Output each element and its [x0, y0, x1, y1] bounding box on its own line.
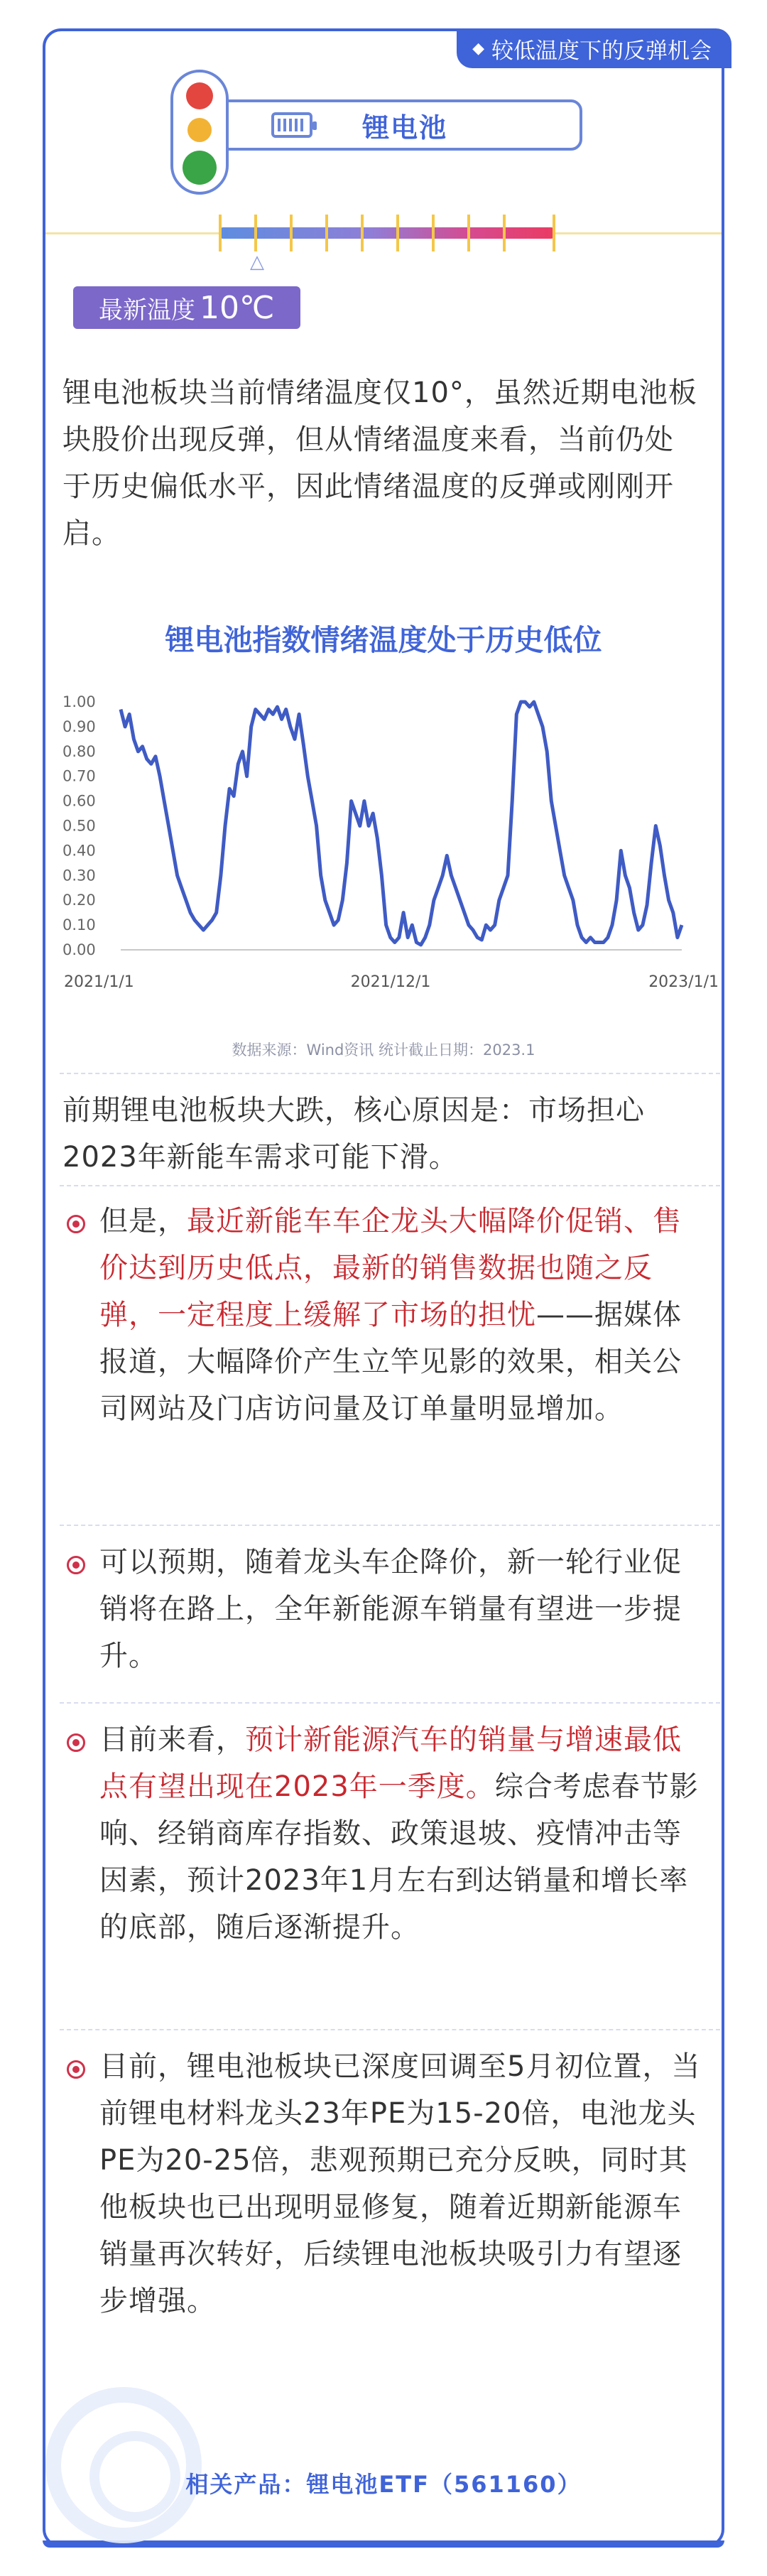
- diamond-icon: ◆: [472, 39, 484, 58]
- y-tick-label: 0.60: [62, 792, 96, 810]
- y-tick-label: 0.80: [62, 742, 96, 760]
- bullet-3-text: 目前来看，: [99, 1723, 245, 1756]
- topic-badge-text: 较低温度下的反弹机会: [491, 38, 712, 64]
- scale-tick: [396, 215, 399, 251]
- bullet-1-detail: ——据媒体报道，大幅降价产生立竿见影的效果，相关公司网站及门店访问量及订单量明显增加。: [99, 1299, 682, 1425]
- scale-tick: [553, 215, 555, 251]
- chart-source: 数据来源：Wind资讯 统计截止日期：2023.1: [232, 1041, 535, 1059]
- bullet-1-highlight: 最近新能车车企龙头大幅降价促销、售价达到历史低点，最新的销售数据也随之反弹，一定程度上缓解了市场的担忧: [99, 1205, 682, 1331]
- divider: [60, 1185, 720, 1186]
- y-tick-label: 0.00: [62, 941, 96, 958]
- x-tick-label: 2021/1/1: [64, 973, 134, 991]
- y-tick-label: 0.30: [62, 867, 96, 884]
- green-light: [183, 151, 217, 185]
- bullet-1-text: 但是，: [99, 1205, 187, 1238]
- scale-tick: [290, 215, 293, 251]
- bullet-2-text: 可以预期，随着龙头车企降价，新一轮行业促销将在路上，全年新能源车销量有望进一步提升。: [99, 1546, 682, 1672]
- cause-paragraph: 前期锂电池板块大跌，核心原因是：市场担心2023年新能车需求可能下滑。: [62, 1094, 645, 1174]
- bullet-item-4: [99, 2043, 703, 2325]
- latest-temperature-label: [73, 286, 300, 329]
- scale-tick: [325, 215, 328, 251]
- watermark-logo-icon: [45, 2387, 202, 2543]
- bullet-4-text: 目前，锂电池板块已深度回调至5月初位置，当前锂电材料龙头23年PE为15-20倍，电池龙头PE为20-25倍，悲观预期已充分反映，同时其他板块也已出现明显修复，随着近期新能源车销量再次转好，后续锂电池板块吸引力有望逐步增强。: [99, 2050, 701, 2317]
- divider: [60, 1525, 720, 1526]
- sentiment-series-line: [121, 702, 682, 945]
- scale-tick: [219, 215, 222, 251]
- topic-badge: [457, 28, 731, 68]
- red-light: [186, 82, 213, 109]
- y-tick-label: 0.90: [62, 718, 96, 735]
- bullet-dot-icon: [67, 1215, 85, 1233]
- x-tick-label: 2021/12/1: [350, 973, 431, 991]
- x-tick-label: 2023/1/1: [648, 973, 719, 991]
- divider: [60, 2029, 720, 2030]
- bullet-item-1: [99, 1198, 703, 1432]
- divider: [60, 1073, 720, 1074]
- bullet-item-2: [99, 1539, 703, 1679]
- y-tick-label: 0.20: [62, 892, 96, 909]
- related-product: 相关产品：锂电池ETF（561160）: [185, 2471, 582, 2498]
- scale-tick: [432, 215, 435, 251]
- divider: [60, 1702, 720, 1704]
- bullet-item-3: [99, 1716, 703, 1951]
- temperature-pointer-icon: △: [250, 251, 264, 273]
- scale-tick: [503, 215, 506, 251]
- sector-title: 锂电池: [362, 112, 448, 144]
- bullet-dot-icon: [67, 1733, 85, 1752]
- scale-tick: [467, 215, 470, 251]
- battery-icon: [271, 112, 312, 138]
- intro-paragraph: 锂电池板块当前情绪温度仅10°，虽然近期电池板块股价出现反弹，但从情绪温度来看，当前仍处于历史偏低水平，因此情绪温度的反弹或刚刚开启。: [62, 377, 697, 550]
- scale-tick: [254, 215, 257, 251]
- y-tick-label: 0.50: [62, 817, 96, 835]
- yellow-light: [187, 118, 212, 142]
- latest-temperature-prefix: 最新温度: [99, 296, 195, 325]
- y-tick-label: 0.10: [62, 916, 96, 934]
- bullet-dot-icon: [67, 1556, 85, 1574]
- sector-title-box: [213, 99, 582, 151]
- bullet-3-highlight: 预计新能源汽车的销量与增速最低点有望出现在2023年一季度。: [99, 1723, 682, 1803]
- frame-bottom-bar: [43, 2540, 724, 2548]
- chart-title: 锂电池指数情绪温度处于历史低位: [165, 623, 602, 657]
- traffic-light-icon: [170, 70, 229, 195]
- bullet-dot-icon: [67, 2060, 85, 2079]
- latest-temperature-value: 10℃: [200, 289, 275, 326]
- scale-tick: [361, 215, 364, 251]
- y-tick-label: 0.70: [62, 767, 96, 785]
- y-tick-label: 1.00: [62, 693, 96, 710]
- sentiment-line-chart: [57, 682, 724, 1009]
- bullet-3-detail: 综合考虑春节影响、经销商库存指数、政策退坡、疫情冲击等因素，预计2023年1月左右到达销量和增长率的底部，随后逐渐提升。: [99, 1770, 699, 1944]
- y-tick-label: 0.40: [62, 842, 96, 860]
